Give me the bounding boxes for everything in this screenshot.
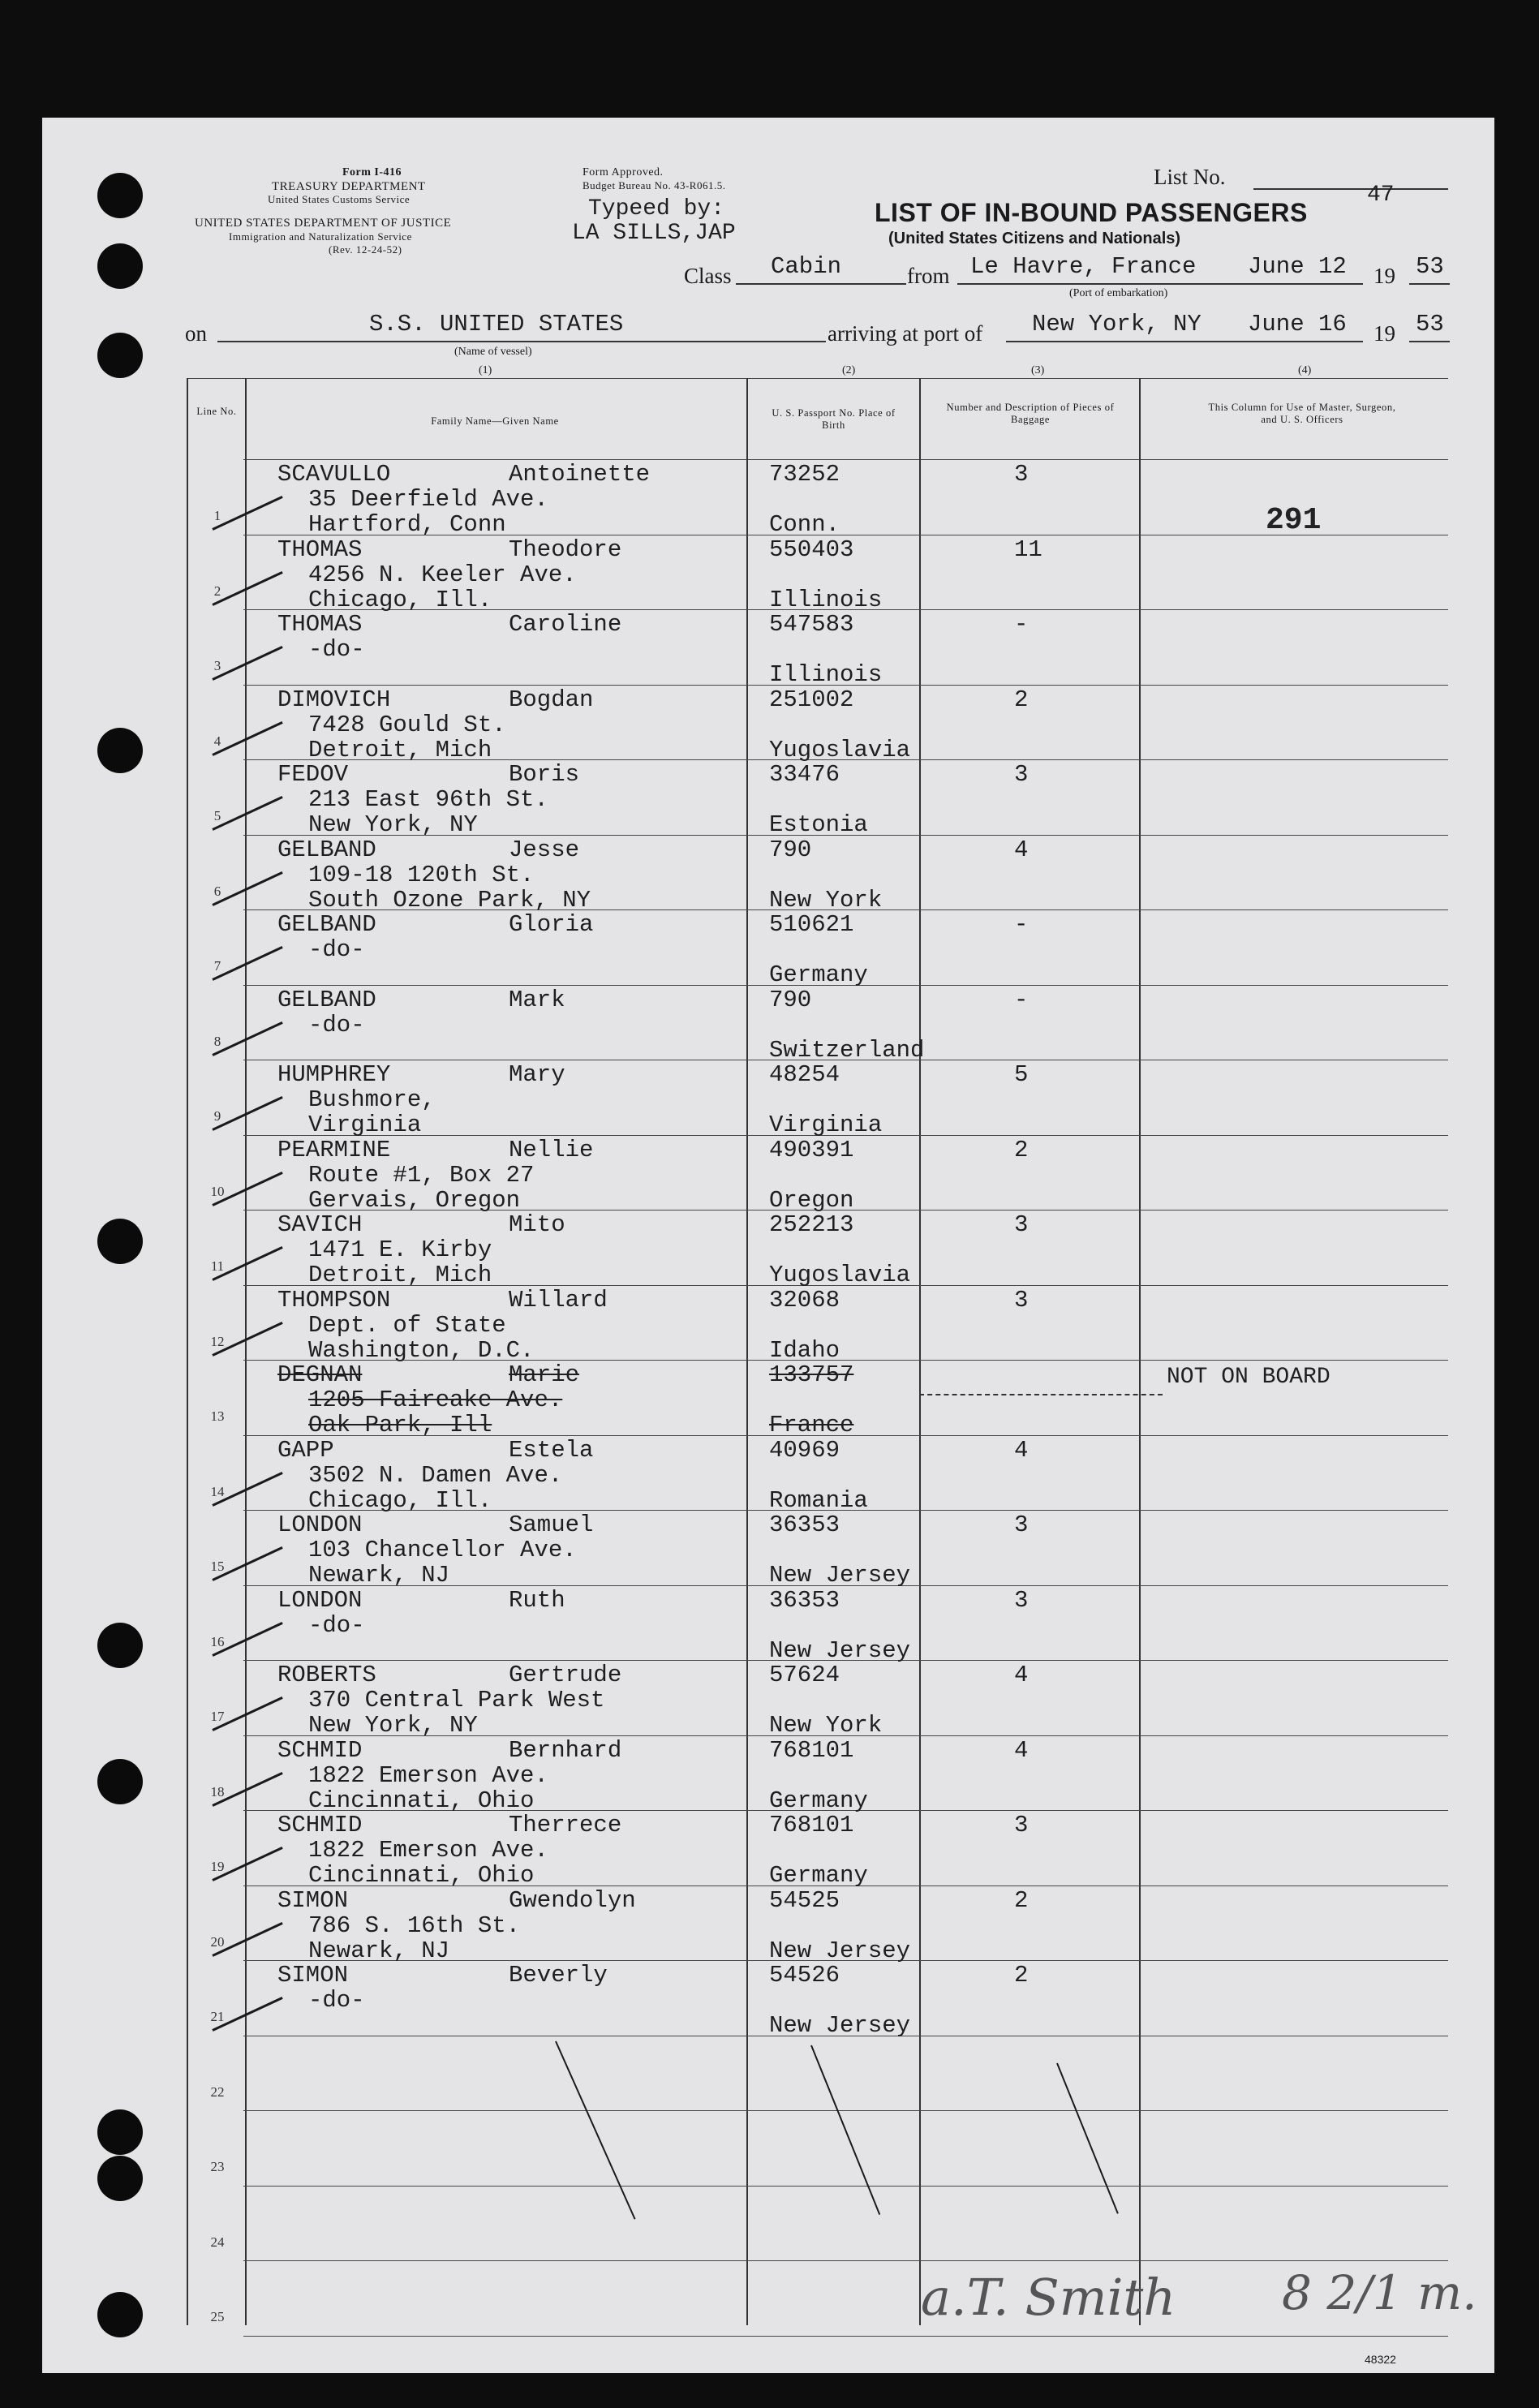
baggage-count: -	[1014, 911, 1029, 938]
address-line-2: Gervais, Oregon	[308, 1186, 521, 1214]
baggage-count: 2	[1014, 1886, 1029, 1914]
line-number: 6	[213, 883, 221, 899]
given-name: Theodore	[509, 535, 622, 563]
given-name: Therrece	[509, 1812, 622, 1838]
form-approved: Form Approved.	[582, 166, 664, 178]
row-rule	[243, 2336, 1448, 2337]
table-header-rule	[243, 459, 1448, 460]
address-line-2: New York, NY	[308, 1712, 478, 1739]
given-name: Willard	[509, 1286, 608, 1314]
given-name: Antoinette	[509, 461, 651, 488]
from-port: Le Havre, France	[970, 253, 1197, 280]
line-number: 7	[213, 958, 221, 974]
address-line-1: -do-	[308, 936, 365, 963]
family-name: SIMON	[277, 1962, 349, 1989]
baggage-count: -	[1014, 986, 1029, 1013]
punch-hole	[97, 2292, 143, 2337]
address-line-1: 786 S. 16th St.	[308, 1911, 521, 1939]
line-number: 10	[210, 1183, 225, 1199]
baggage-count: 11	[1014, 535, 1042, 563]
arrival-port: New York, NY	[1032, 311, 1202, 338]
place-of-birth: Germany	[769, 1787, 868, 1814]
line-number: 13	[210, 1408, 225, 1424]
family-name: GELBAND	[277, 836, 376, 863]
address-line-2: Detroit, Mich	[308, 1262, 492, 1288]
passport-number: 57624	[769, 1662, 840, 1688]
passport-number: 251002	[769, 686, 854, 713]
baggage-count: 4	[1014, 1662, 1029, 1688]
address-line-1: 35 Deerfield Ave.	[308, 486, 548, 513]
address-line-1: -do-	[308, 1611, 365, 1639]
family-name: LONDON	[277, 1511, 363, 1538]
baggage-count: 4	[1014, 1436, 1029, 1464]
passport-number: 36353	[769, 1511, 840, 1538]
col-divider	[746, 378, 748, 2325]
given-name: Ruth	[509, 1586, 565, 1614]
line-number: 19	[210, 1859, 225, 1874]
line-number: 8	[213, 1033, 221, 1049]
place-of-birth: Conn.	[769, 511, 840, 538]
col-divider	[919, 378, 921, 2325]
address-line-1: -do-	[308, 636, 365, 663]
baggage-count: 2	[1014, 1962, 1029, 1989]
passport-number: 54525	[769, 1886, 840, 1914]
passport-number: 547583	[769, 611, 854, 638]
baggage-count: 3	[1014, 761, 1029, 788]
not-on-board-note: NOT ON BOARD	[1167, 1365, 1331, 1390]
place-of-birth: Germany	[769, 961, 868, 988]
family-name: FEDOV	[277, 761, 349, 788]
arrival-time-note: 8 2/1 m.	[1282, 2265, 1477, 2320]
family-name: SIMON	[277, 1886, 349, 1914]
given-name: Samuel	[509, 1511, 594, 1538]
address-line-2: Detroit, Mich	[308, 736, 492, 763]
baggage-count: 3	[1014, 1812, 1029, 1838]
passport-number: 54526	[769, 1962, 840, 1989]
place-of-birth: Illinois	[769, 586, 883, 613]
address-line-2: Hartford, Conn	[308, 511, 506, 538]
place-of-birth: Yugoslavia	[769, 736, 911, 763]
place-of-birth: Oregon	[769, 1186, 854, 1214]
given-name: Mary	[509, 1061, 565, 1088]
arrival-year: 53	[1416, 311, 1444, 338]
family-name: ROBERTS	[277, 1662, 376, 1688]
passport-number: 550403	[769, 535, 854, 563]
family-name: PEARMINE	[277, 1136, 391, 1163]
strike-dash	[919, 1394, 1163, 1395]
given-name: Nellie	[509, 1136, 594, 1163]
place-of-birth: New Jersey	[769, 2012, 911, 2039]
address-line-2: Washington, D.C.	[308, 1336, 535, 1364]
line-number: 5	[213, 808, 221, 823]
address-line-1: 3502 N. Damen Ave.	[308, 1461, 563, 1489]
line-number: 12	[210, 1333, 225, 1349]
header-passport: U. S. Passport No. Place of Birth	[772, 407, 896, 431]
arrival-year-underline	[1409, 341, 1450, 342]
given-name: Marie	[509, 1361, 580, 1388]
list-no-underline	[1253, 188, 1448, 190]
line-number: 20	[210, 1933, 225, 1950]
given-name: Beverly	[509, 1962, 608, 1989]
arriving-label: arriving at port of	[828, 321, 983, 346]
address-line-2: Newark, NJ	[308, 1937, 450, 1964]
given-name: Gloria	[509, 911, 594, 938]
row-rule	[243, 2186, 1448, 2187]
customs-service: United States Customs Service	[268, 193, 411, 205]
row-rule	[243, 2260, 1448, 2261]
punch-hole	[97, 1219, 143, 1264]
from-label: from	[907, 264, 950, 288]
passport-number: 790	[769, 836, 812, 863]
passport-number: 36353	[769, 1586, 840, 1614]
given-name: Boris	[509, 761, 580, 788]
passport-number: 48254	[769, 1061, 840, 1088]
family-name: SCHMID	[277, 1736, 363, 1764]
place-of-birth: New Jersey	[769, 1937, 911, 1964]
class-label: Class	[684, 264, 732, 288]
line-number: 25	[210, 2309, 225, 2324]
family-name: HUMPHREY	[277, 1061, 391, 1088]
line-number: 17	[210, 1709, 225, 1724]
treasury-dept: TREASURY DEPARTMENT	[272, 180, 426, 193]
line-number: 4	[213, 733, 221, 749]
col-divider	[1139, 378, 1141, 2325]
place-of-birth: New Jersey	[769, 1636, 911, 1664]
table-top-rule	[187, 378, 1448, 379]
manifest-subtitle: (United States Citizens and Nationals)	[888, 230, 1181, 247]
line-number: 1	[213, 508, 221, 523]
justice-dept: UNITED STATES DEPARTMENT OF JUSTICE	[195, 217, 452, 230]
baggage-count: 2	[1014, 686, 1029, 713]
line-number: 14	[210, 1483, 225, 1499]
passport-number: 133757	[769, 1361, 854, 1388]
place-of-birth: Idaho	[769, 1336, 840, 1364]
col-num-4: (4)	[1298, 364, 1312, 376]
place-of-birth: France	[769, 1412, 854, 1438]
baggage-count: -	[1014, 611, 1029, 638]
from-year-prefix: 19	[1373, 264, 1395, 288]
vessel-underline	[217, 341, 826, 342]
line-number: 22	[210, 2083, 225, 2100]
punch-hole	[97, 2156, 143, 2201]
line-number: 11	[210, 1258, 225, 1274]
punch-hole	[97, 728, 143, 773]
passport-number: 73252	[769, 461, 840, 488]
family-name: GELBAND	[277, 911, 376, 938]
given-name: Gertrude	[509, 1662, 622, 1688]
passport-number: 33476	[769, 761, 840, 788]
family-name: SAVICH	[277, 1211, 363, 1238]
address-line-1: -do-	[308, 1011, 365, 1038]
punch-hole	[97, 173, 143, 218]
passport-number: 252213	[769, 1211, 854, 1238]
address-line-2: South Ozone Park, NY	[308, 886, 591, 914]
address-line-1: 1822 Emerson Ave.	[308, 1837, 548, 1864]
address-line-2: New York, NY	[308, 811, 478, 838]
line-number: 3	[213, 658, 221, 673]
passport-number: 510621	[769, 911, 854, 938]
family-name: THOMAS	[277, 535, 363, 563]
baggage-count: 2	[1014, 1136, 1029, 1163]
punch-hole	[97, 2109, 143, 2155]
line-number: 16	[210, 1633, 225, 1649]
address-line-1: 213 East 96th St.	[308, 786, 548, 813]
address-line-2: Chicago, Ill.	[308, 586, 492, 613]
baggage-count: 3	[1014, 1511, 1029, 1538]
line-number: 21	[210, 2009, 225, 2024]
place-of-birth: Romania	[769, 1486, 868, 1514]
list-no-label: List No.	[1154, 165, 1226, 189]
family-name: GAPP	[277, 1436, 334, 1464]
baggage-count: 3	[1014, 461, 1029, 488]
form-revision: (Rev. 12-24-52)	[329, 243, 402, 256]
family-name: SCHMID	[277, 1812, 363, 1838]
address-line-1: Route #1, Box 27	[308, 1161, 535, 1189]
address-line-1: Bushmore,	[308, 1086, 436, 1113]
header-baggage: Number and Description of Pieces of Baggage	[946, 402, 1115, 425]
address-line-1: 1822 Emerson Ave.	[308, 1761, 548, 1789]
address-line-1: 370 Central Park West	[308, 1687, 605, 1714]
baggage-count: 3	[1014, 1586, 1029, 1614]
manifest-title: LIST OF IN-BOUND PASSENGERS	[875, 198, 1308, 227]
baggage-count: 3	[1014, 1286, 1029, 1314]
given-name: Jesse	[509, 836, 580, 863]
given-name: Mito	[509, 1211, 565, 1238]
arrival-date: June 16	[1248, 311, 1347, 338]
address-line-2: Newark, NJ	[308, 1562, 450, 1589]
col-num-1: (1)	[479, 364, 492, 376]
arrival-year-prefix: 19	[1373, 321, 1395, 346]
form-number: Form I-416	[342, 166, 402, 178]
address-line-1: 1471 E. Kirby	[308, 1236, 492, 1263]
address-line-2: Cincinnati, Ohio	[308, 1787, 535, 1814]
form-stock-number: 48322	[1365, 2353, 1396, 2366]
header-name: Family Name—Given Name	[431, 415, 559, 427]
place-of-birth: Switzerland	[769, 1036, 925, 1064]
address-line-1: 7428 Gould St.	[308, 711, 506, 738]
place-of-birth: Virginia	[769, 1112, 883, 1138]
passport-number: 790	[769, 986, 812, 1013]
family-name: THOMPSON	[277, 1286, 391, 1314]
given-name: Estela	[509, 1436, 594, 1464]
arrival-underline	[1006, 341, 1363, 342]
address-line-1: 4256 N. Keeler Ave.	[308, 561, 577, 588]
address-line-1: -do-	[308, 1987, 365, 2014]
place-of-birth: New York	[769, 1712, 883, 1739]
place-of-birth: Germany	[769, 1862, 868, 1889]
passport-number: 490391	[769, 1136, 854, 1163]
punch-hole	[97, 243, 143, 289]
address-line-1: 103 Chancellor Ave.	[308, 1537, 577, 1563]
from-year-underline	[1409, 283, 1450, 285]
passport-number: 40969	[769, 1436, 840, 1464]
from-year: 53	[1416, 253, 1444, 280]
vessel-name: S.S. UNITED STATES	[369, 311, 624, 338]
line-number: 24	[210, 2234, 225, 2250]
col-num-2: (2)	[842, 364, 856, 376]
punch-hole	[97, 1623, 143, 1668]
vessel-caption: (Name of vessel)	[454, 346, 532, 358]
line-number: 2	[213, 583, 221, 599]
officer-signature: a.T. Smith	[921, 2268, 1176, 2327]
header-line-no: Line No.	[196, 406, 237, 417]
family-name: LONDON	[277, 1586, 363, 1614]
address-line-2: Virginia	[308, 1112, 422, 1138]
on-label: on	[185, 321, 207, 346]
from-underline	[957, 283, 1363, 285]
line-number: 9	[213, 1108, 221, 1124]
family-name: DEGNAN	[277, 1361, 363, 1388]
family-name: GELBAND	[277, 986, 376, 1013]
typed-by-value: LA SILLS,JAP	[572, 221, 736, 246]
class-value: Cabin	[771, 253, 842, 280]
given-name: Gwendolyn	[509, 1886, 636, 1914]
budget-bureau: Budget Bureau No. 43-R061.5.	[582, 179, 726, 191]
place-of-birth: Yugoslavia	[769, 1262, 911, 1288]
header-officers: This Column for Use of Master, Surgeon, and U. S. Officers	[1208, 402, 1396, 425]
punch-hole	[97, 333, 143, 378]
place-of-birth: Illinois	[769, 661, 883, 688]
place-of-birth: New Jersey	[769, 1562, 911, 1589]
place-of-birth: Estonia	[769, 811, 868, 838]
family-name: THOMAS	[277, 611, 363, 638]
address-line-1: 1205 Faireake Ave.	[308, 1387, 563, 1413]
baggage-count: 5	[1014, 1061, 1029, 1088]
address-line-2: Chicago, Ill.	[308, 1486, 492, 1514]
family-name: DIMOVICH	[277, 686, 391, 713]
from-date: June 12	[1248, 253, 1347, 280]
port-embark-caption: (Port of embarkation)	[1069, 287, 1168, 299]
address-line-1: 109-18 120th St.	[308, 861, 535, 888]
row-rule	[243, 2110, 1448, 2111]
col-num-3: (3)	[1031, 364, 1045, 376]
given-name: Bernhard	[509, 1736, 622, 1764]
class-underline	[736, 283, 906, 285]
given-name: Caroline	[509, 611, 622, 638]
line-number: 15	[210, 1559, 225, 1574]
address-line-2: Oak Park, Ill	[308, 1412, 492, 1438]
officer-number: 291	[1266, 503, 1322, 538]
ins-service: Immigration and Naturalization Service	[229, 230, 412, 243]
passport-number: 768101	[769, 1736, 854, 1764]
list-number: 47	[1367, 183, 1395, 208]
place-of-birth: New York	[769, 886, 883, 914]
line-number: 18	[210, 1783, 225, 1800]
baggage-count: 4	[1014, 836, 1029, 863]
baggage-count: 3	[1014, 1211, 1029, 1238]
passport-number: 32068	[769, 1286, 840, 1314]
given-name: Mark	[509, 986, 565, 1013]
passport-number: 768101	[769, 1812, 854, 1838]
col-divider	[187, 378, 188, 2325]
punch-hole	[97, 1759, 143, 1804]
address-line-1: Dept. of State	[308, 1311, 506, 1339]
line-number: 23	[210, 2159, 225, 2174]
col-divider	[245, 378, 247, 2325]
given-name: Bogdan	[509, 686, 594, 713]
family-name: SCAVULLO	[277, 461, 391, 488]
address-line-2: Cincinnati, Ohio	[308, 1862, 535, 1889]
baggage-count: 4	[1014, 1736, 1029, 1764]
typed-by-label: Typeed by:	[588, 196, 725, 221]
